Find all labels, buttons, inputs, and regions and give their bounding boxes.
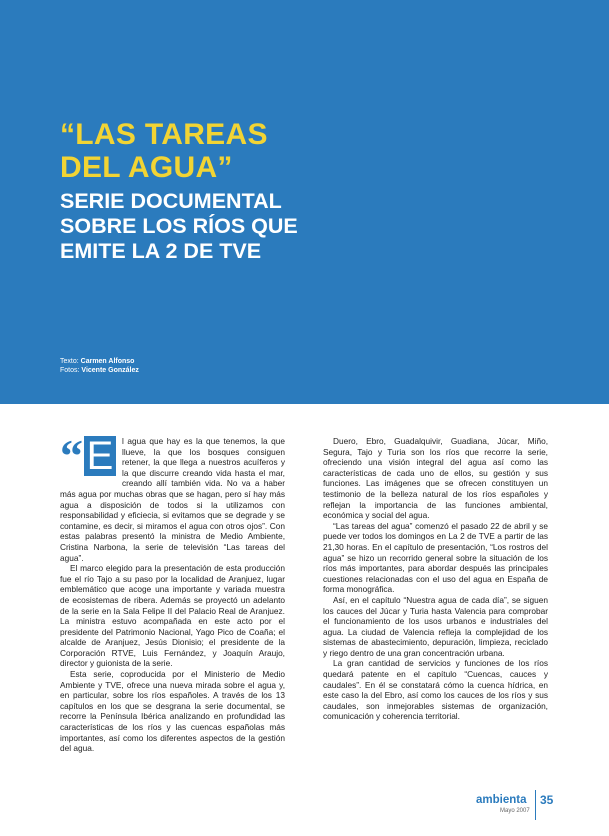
text-credit-label: Texto: bbox=[60, 358, 79, 365]
subtitle-line-1: SERIE DOCUMENTAL bbox=[60, 189, 282, 213]
title-line-2: DEL AGUA” bbox=[60, 151, 233, 184]
paragraph: La gran cantidad de servicios y funciones de los ríos quedará patente en el capítulo “Cuencas, cauces y caudales”. En él se constatará cómo la cuenca hídrica, en este caso la del Ebro, así como los cauces de los ríos y sus caudales, son inmejorables sistemas de organización, comunicación y coherencia territorial. bbox=[323, 658, 548, 722]
text-credit-author: Carmen Alfonso bbox=[80, 358, 135, 365]
paragraph: El marco elegido para la presentación de esta producción fue el río Tajo a su paso por la localidad de Aranjuez, lugar emblemático que acoge una importante y variada muestra de ecosistemas de ribera. Además se proyectó un adelanto de la serie en la Sala Felipe II del Palacio Real de Aranjuez. La ministra estuvo acompañada en este acto por el presidente del Patrimonio Nacional, Yago Pico de Coaña; el alcalde de Aranjuez, Jesús Dionisio; el presidente de la Corporación RTVE, Luis Fernández, y Joaquín Araujo, director y guionista de la serie. bbox=[60, 563, 285, 669]
article-column-2 bbox=[323, 436, 548, 722]
photo-credit-label: Fotos: bbox=[60, 367, 80, 374]
article-title bbox=[60, 118, 268, 184]
photo-credit bbox=[60, 366, 139, 375]
subtitle-line-2: SOBRE LOS RÍOS QUE bbox=[60, 214, 298, 238]
hero-banner bbox=[0, 0, 609, 404]
article-subtitle bbox=[60, 189, 298, 264]
article-column-1 bbox=[60, 430, 285, 754]
text-credit bbox=[60, 357, 139, 366]
drop-cap-letter: E bbox=[84, 436, 116, 476]
paragraph: l agua que hay es la que tenemos, la que llueve, la que los bosques consiguen retener, la que llega a nuestros acuíferos y la que discurre creando vida hasta el mar, creando allí también vida. No va a haber más agua por muchas obras que se hagan, pero sí hay más agua a disposición de todos si la utilizamos con responsabilidad y eficiecia, si evitamos que se degrade y se contamine, es decir, si miramos el agua con otros ojos”. Con estas palabras presentó la ministra de Medio Ambiente, Cristina Narbona, la serie de televisión “Las tareas del agua”. bbox=[60, 436, 285, 563]
page-number: 35 bbox=[540, 793, 554, 807]
credits bbox=[60, 357, 139, 375]
paragraph: Duero, Ebro, Guadalquivir, Guadiana, Júcar, Miño, Segura, Tajo y Turia son los ríos que recorre la serie, ofreciendo una visión integral del agua así como las características de cada uno de ellos, su gestión y sus funciones. Las imágenes que se ofrecen constituyen un testimonio de la belleza natural de los ríos españoles y reflejan la importancia de las funciones ambiental, económica y social del agua. bbox=[323, 436, 548, 521]
paragraph: Esta serie, coproducida por el Ministerio de Medio Ambiente y TVE, ofrece una nueva mirada sobre el agua y, en particular, sobre los ríos españoles. A través de los 13 capítulos en los que se desgrana la serie documental, se recorre la Península Ibérica analizando en profundidad las características de los ríos y las cuencas españolas más importantes, así como los diferentes aspectos de la gestión del agua. bbox=[60, 669, 285, 754]
drop-cap bbox=[60, 430, 116, 481]
subtitle-line-3: EMITE LA 2 DE TVE bbox=[60, 239, 262, 263]
issue-date: Mayo 2007 bbox=[500, 808, 530, 814]
title-line-1: “LAS TAREAS bbox=[60, 118, 268, 151]
photo-credit-author: Vicente González bbox=[81, 367, 139, 374]
drop-cap-quote: “ bbox=[60, 430, 83, 481]
paragraph: “Las tareas del agua” comenzó el pasado 22 de abril y se puede ver todos los domingos en La 2 de TVE a partir de las 21,30 horas. En el capítulo de presentación, “Los rostros del agua” se hizo un recorrido general sobre la situación de los ríos más importantes, para abordar después las principales cuestiones relacionadas con el uso del agua en España de forma monográfica. bbox=[323, 520, 548, 595]
footer-divider bbox=[535, 790, 536, 820]
paragraph: Así, en el capítulo “Nuestra agua de cada día”, se siguen los cauces del Júcar y Turia hasta Valencia para comprobar el funcionamiento de los usos urbanos e industriales del agua. La ciudad de Valencia refleja la complejidad de los sistemas de abastecimiento, depuración, limpieza, reciclado y riego dentro de una gran concentración urbana. bbox=[323, 594, 548, 658]
magazine-name: ambienta bbox=[476, 794, 527, 806]
